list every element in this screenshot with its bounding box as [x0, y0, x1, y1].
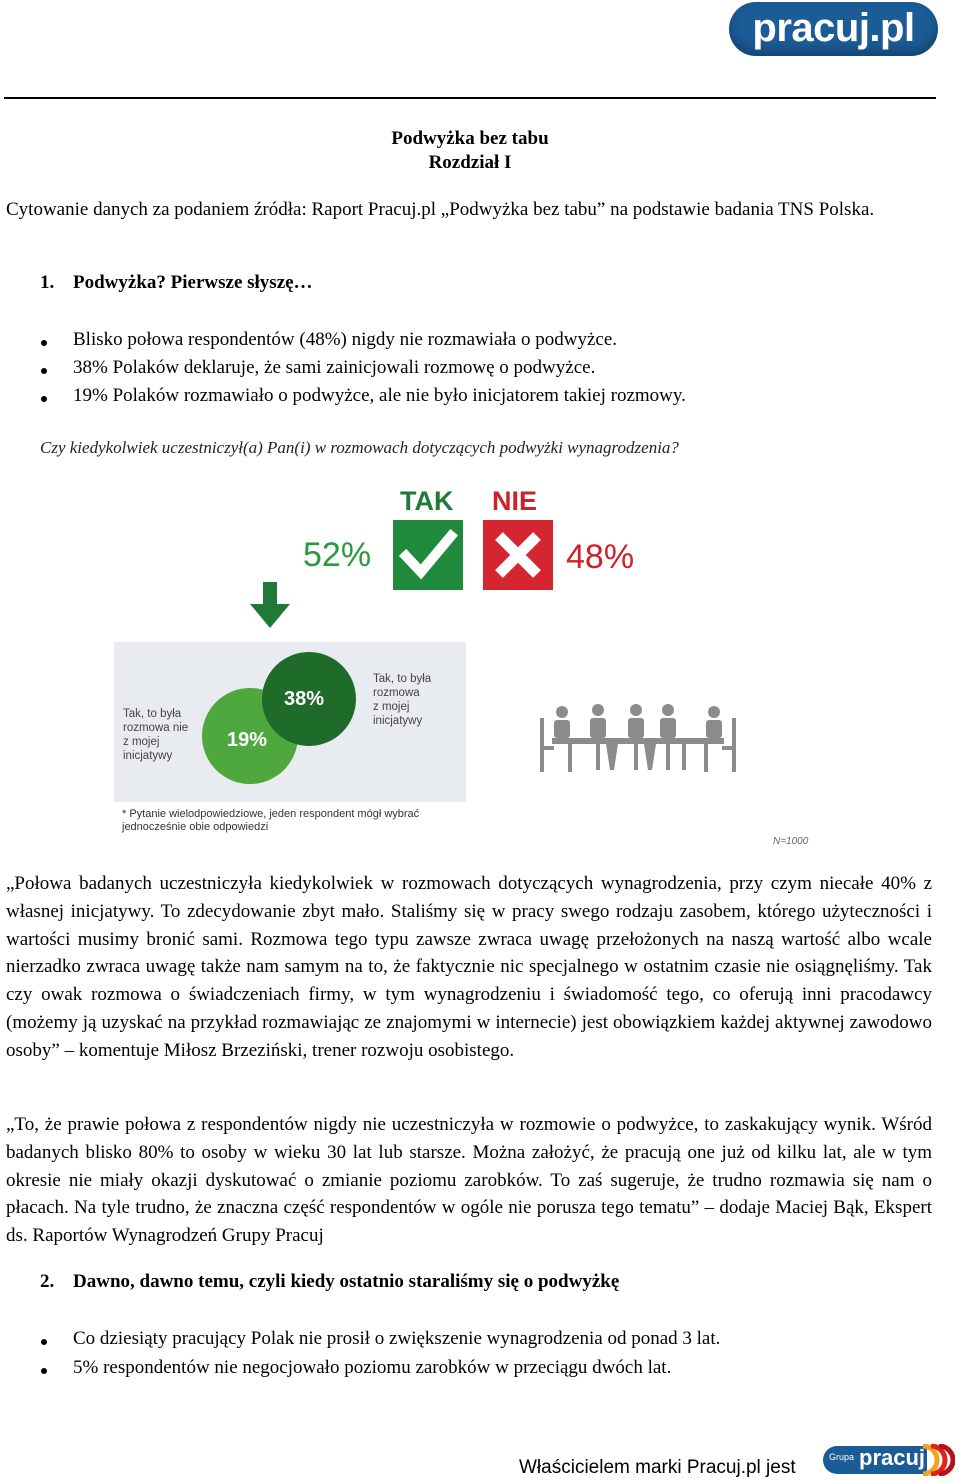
pracuj-logo — [729, 2, 938, 56]
bullet-icon — [41, 396, 47, 402]
nie-label: NIE — [492, 486, 538, 516]
checkmark-icon — [393, 520, 463, 590]
legend-not-initiated: Tak, to była rozmowa nie z mojej inicjatywy — [123, 708, 189, 762]
chapter-title: Rozdział I — [428, 152, 512, 173]
bubble-38-label: 38% — [284, 688, 325, 710]
legend-initiated: Tak, to była rozmowa z mojej inicjatywy — [373, 673, 432, 727]
bullet-icon — [41, 1368, 47, 1374]
tak-percent: 52% — [303, 536, 372, 574]
survey-question: Czy kiedykolwiek uczestniczył(a) Pan(i) w rozmowach dotyczących podwyżki wynagrodzenia? — [40, 438, 679, 457]
tak-label: TAK — [400, 486, 454, 516]
footer-owner-text: Właścicielem marki Pracuj.pl jest — [519, 1457, 796, 1478]
nie-percent: 48% — [566, 538, 635, 576]
document-title: Podwyżka bez tabu — [391, 128, 549, 149]
section2-number: 2. — [40, 1271, 55, 1292]
quote-paragraph-1: „Połowa badanych uczestniczyła kiedykolwiek w rozmowach dotyczących wynagrodzenia, przy czym niecałe 40% z własnej inicjatywy. To zdecydowanie zbyt mało. Staliśmy się w pracy swego rodzaju zasobem, którego użyteczności i wartości musimy bronić sami. Rozmowa tego typu zawsze zwraca uwagę przełożonych na naszą wartość albo wcale nierzadko zwraca uwagę także nam samym na to, że faktycznie nic specjalnego w ostatnim czasie nie osiągnęliśmy. Tak czy owak rozmowa o świadczeniach firmy, w tym wynagrodzeniu i świadomość tego, co oferują inni pracodawcy (możemy ją uzyskać na przykład rozmawiając ze znajomymi w internecie) jest obowiązkiem każdej aktywnej zawodowo osoby” – komentuje Miłosz Brzeziński, trener rozwoju osobistego. — [6, 873, 932, 1061]
section2-heading: Dawno, dawno temu, czyli kiedy ostatnio staraliśmy się o podwyżkę — [73, 1271, 620, 1292]
arrow-down-icon — [250, 582, 290, 628]
pracuj-logo-text: pracuj.pl — [752, 6, 915, 50]
chart-footnote: * Pytanie wielodpowiedziowe, jeden respondent mógł wybrać jednocześnie obie odpowiedzi — [122, 808, 420, 833]
bullet-icon — [41, 1339, 47, 1345]
bubble-chart — [200, 648, 370, 788]
grupa-pracuj-logo: Grupa pracuj — [823, 1444, 955, 1476]
bullet-icon — [41, 340, 47, 346]
sample-size: N=1000 — [773, 836, 809, 847]
meeting-table-icon — [538, 700, 738, 776]
section1-number: 1. — [40, 272, 55, 293]
bubble-19-label: 19% — [227, 729, 268, 751]
quote-paragraph-2: „To, że prawie połowa z respondentów nigdy nie uczestniczyła w rozmowie o podwyżce, to zaskakujący wynik. Wśród badanych blisko 80% to osoby w wieku 30 lat lub starsze. Można założyć, że pracują one już od kilku lat, ale w tym okresie nie miały okazji dyskutować o zmianie poziomu zarobków. To zaś sugeruje, że trudno rozmawia się nam o płacach. Na tyle trudno, że znaczna część respondentów w ogóle nie porusza tego tematu” – dodaje Maciej Bąk, Ekspert ds. Raportów Wynagrodzeń Grupy Pracuj — [6, 1114, 932, 1247]
bullet-icon — [41, 368, 47, 374]
section1-heading: Podwyżka? Pierwsze słyszę… — [73, 272, 313, 293]
citation-note: Cytowanie danych za podaniem źródła: Raport Pracuj.pl „Podwyżka bez tabu” na podstawie badania TNS Polska. — [6, 199, 875, 220]
cross-icon — [483, 520, 553, 590]
header-divider — [4, 97, 936, 99]
